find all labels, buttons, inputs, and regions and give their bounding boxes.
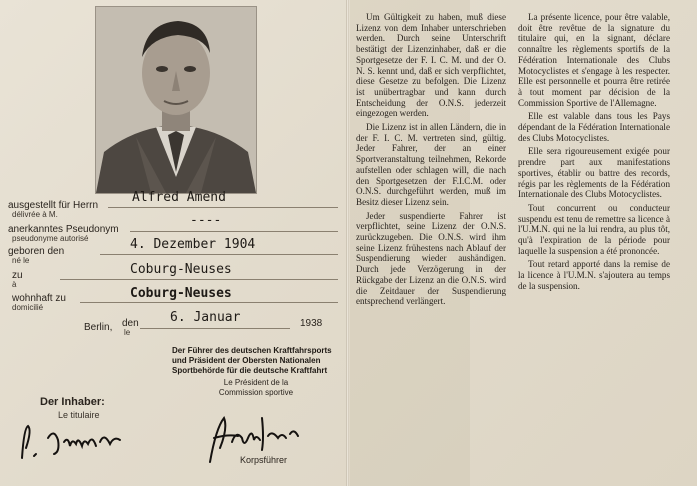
french-paragraph: Tout retard apporté dans la remise de la licence à l'U.M.N. s'ajoutera au temps de la suspension. — [518, 259, 670, 291]
french-conditions-column — [518, 12, 670, 295]
at-label-fr: à — [12, 280, 17, 289]
born-label-fr: né le — [12, 256, 30, 265]
pseudonym-label-fr: pseudonyme autorisé — [12, 234, 89, 243]
german-conditions-column — [356, 12, 506, 310]
authority-line-3: Sportbehörde für die deutsche Kraftfahrt — [172, 366, 328, 375]
korpsfuehrer-label: Korpsführer — [240, 455, 288, 465]
authority-fr-line-1: Le Président de la — [223, 378, 289, 387]
at-line — [60, 279, 338, 280]
authority-fr-line-2: Commission sportive — [218, 388, 294, 397]
resident-label: wohnhaft zu — [12, 293, 66, 304]
birth-place-value: Coburg-Neuses — [130, 262, 232, 277]
date-line — [140, 328, 290, 329]
holder-sig-label: Der Inhaber: — [40, 396, 105, 408]
resident-line — [80, 302, 338, 303]
born-label: geboren den — [8, 246, 65, 257]
resident-label-fr: domicilié — [12, 303, 44, 312]
name-line — [108, 207, 338, 208]
born-line — [100, 254, 338, 255]
german-paragraph: Um Gültigkeit zu haben, muß diese Lizenz von dem Inhaber unterschrieben werden. Durch seine Unterschrift bestätigt der Lizenzinhaber, daß er die Sportgesetze der F. I. C. M. und der O. N. S. kennt und, daß er sich verpflichtet, diese Gesetze zu befolgen. Die Lizenz ist unübertragbar und kann durch Entscheidung der O.N.S. jederzeit eingezogen werden. — [356, 12, 506, 119]
issued-for-label-fr: délivrée à M. — [12, 210, 58, 219]
french-paragraph: Elle sera rigoureusement exigée pour prendre part aux manifestations sportives, établir ou battre des records, régis par les règlements de la Fédération Internationale des Clubs Motocyclistes. — [518, 146, 670, 200]
authority-block — [172, 346, 342, 376]
french-paragraph: Elle est valable dans tous les Pays dépendant de la Fédération Internationale des Clubs Motocyclistes. — [518, 111, 670, 143]
authority-line-1: Der Führer des deutschen Kraftfahrsports — [172, 346, 332, 355]
holder-sig-label-fr: Le titulaire — [58, 410, 100, 420]
holder-photo — [95, 6, 257, 194]
holder-name-value: Alfred Amend — [132, 190, 226, 205]
holder-signature — [14, 418, 134, 468]
pseudonym-value: ---- — [190, 213, 222, 228]
residence-value: Coburg-Neuses — [130, 286, 232, 301]
issued-for-label: ausgestellt für Herrn — [8, 200, 99, 211]
issue-day-value: 6. Januar — [170, 310, 241, 325]
center-fold — [346, 0, 349, 486]
authority-line-2: und Präsident der Obersten Nationalen — [172, 356, 321, 365]
french-paragraph: Tout concurrent ou conducteur suspendu est tenu de remettre sa licence à l'U.M.N. qui ne la lui rendra, au plus tôt, qu'à l'expiration de la période pour laquelle la suspension a été prononcée. — [518, 202, 670, 256]
date-prefix-label: den — [122, 318, 139, 329]
pseudonym-line — [130, 231, 338, 232]
birth-date-value: 4. Dezember 1904 — [130, 237, 256, 252]
date-prefix-label-fr: le — [124, 328, 131, 337]
authority-fr-block — [196, 378, 316, 398]
german-paragraph: Die Lizenz ist in allen Ländern, die in der F. I. C. M. vertreten sind, gültig. Jeder Fahrer, der an einer Sportveranstaltung teilnehmen, Rekorde aufstellen oder schlagen will, die nach den Sportgesetzen der F.I.C.M. oder O.N.S. durchgeführt werden, muß im Besitz dieser Lizenz sein. — [356, 122, 506, 207]
german-paragraph: Jeder suspendierte Fahrer ist verpflichtet, seine Lizenz der O.N.S. zurückzugeben. Die O.N.S. wird ihm seine Lizenz frühestens nach Ablauf der Suspendierung wieder aushändigen. Durch jede Verzögerung in der Rückgabe der Lizenz an die O.N.S. wird die Zeitdauer der Suspendierung entsprechend verlängert. — [356, 210, 506, 307]
french-paragraph: La présente licence, pour être valable, doit être revêtue de la signature du titulaire qui, en la signant, déclare connaître les règlements sportifs de la Fédération Internationale des Clubs Motocyclistes et s'engage à les respecter. Elle est personnelle et pourra être retirée à tout moment par décision de la Commission Sportive de l'Allemagne. — [518, 12, 670, 108]
pseudonym-label: anerkanntes Pseudonym — [8, 224, 119, 235]
issue-place-label: Berlin, — [84, 322, 113, 333]
issue-year-value: 1938 — [300, 318, 323, 329]
at-label: zu — [12, 270, 23, 281]
